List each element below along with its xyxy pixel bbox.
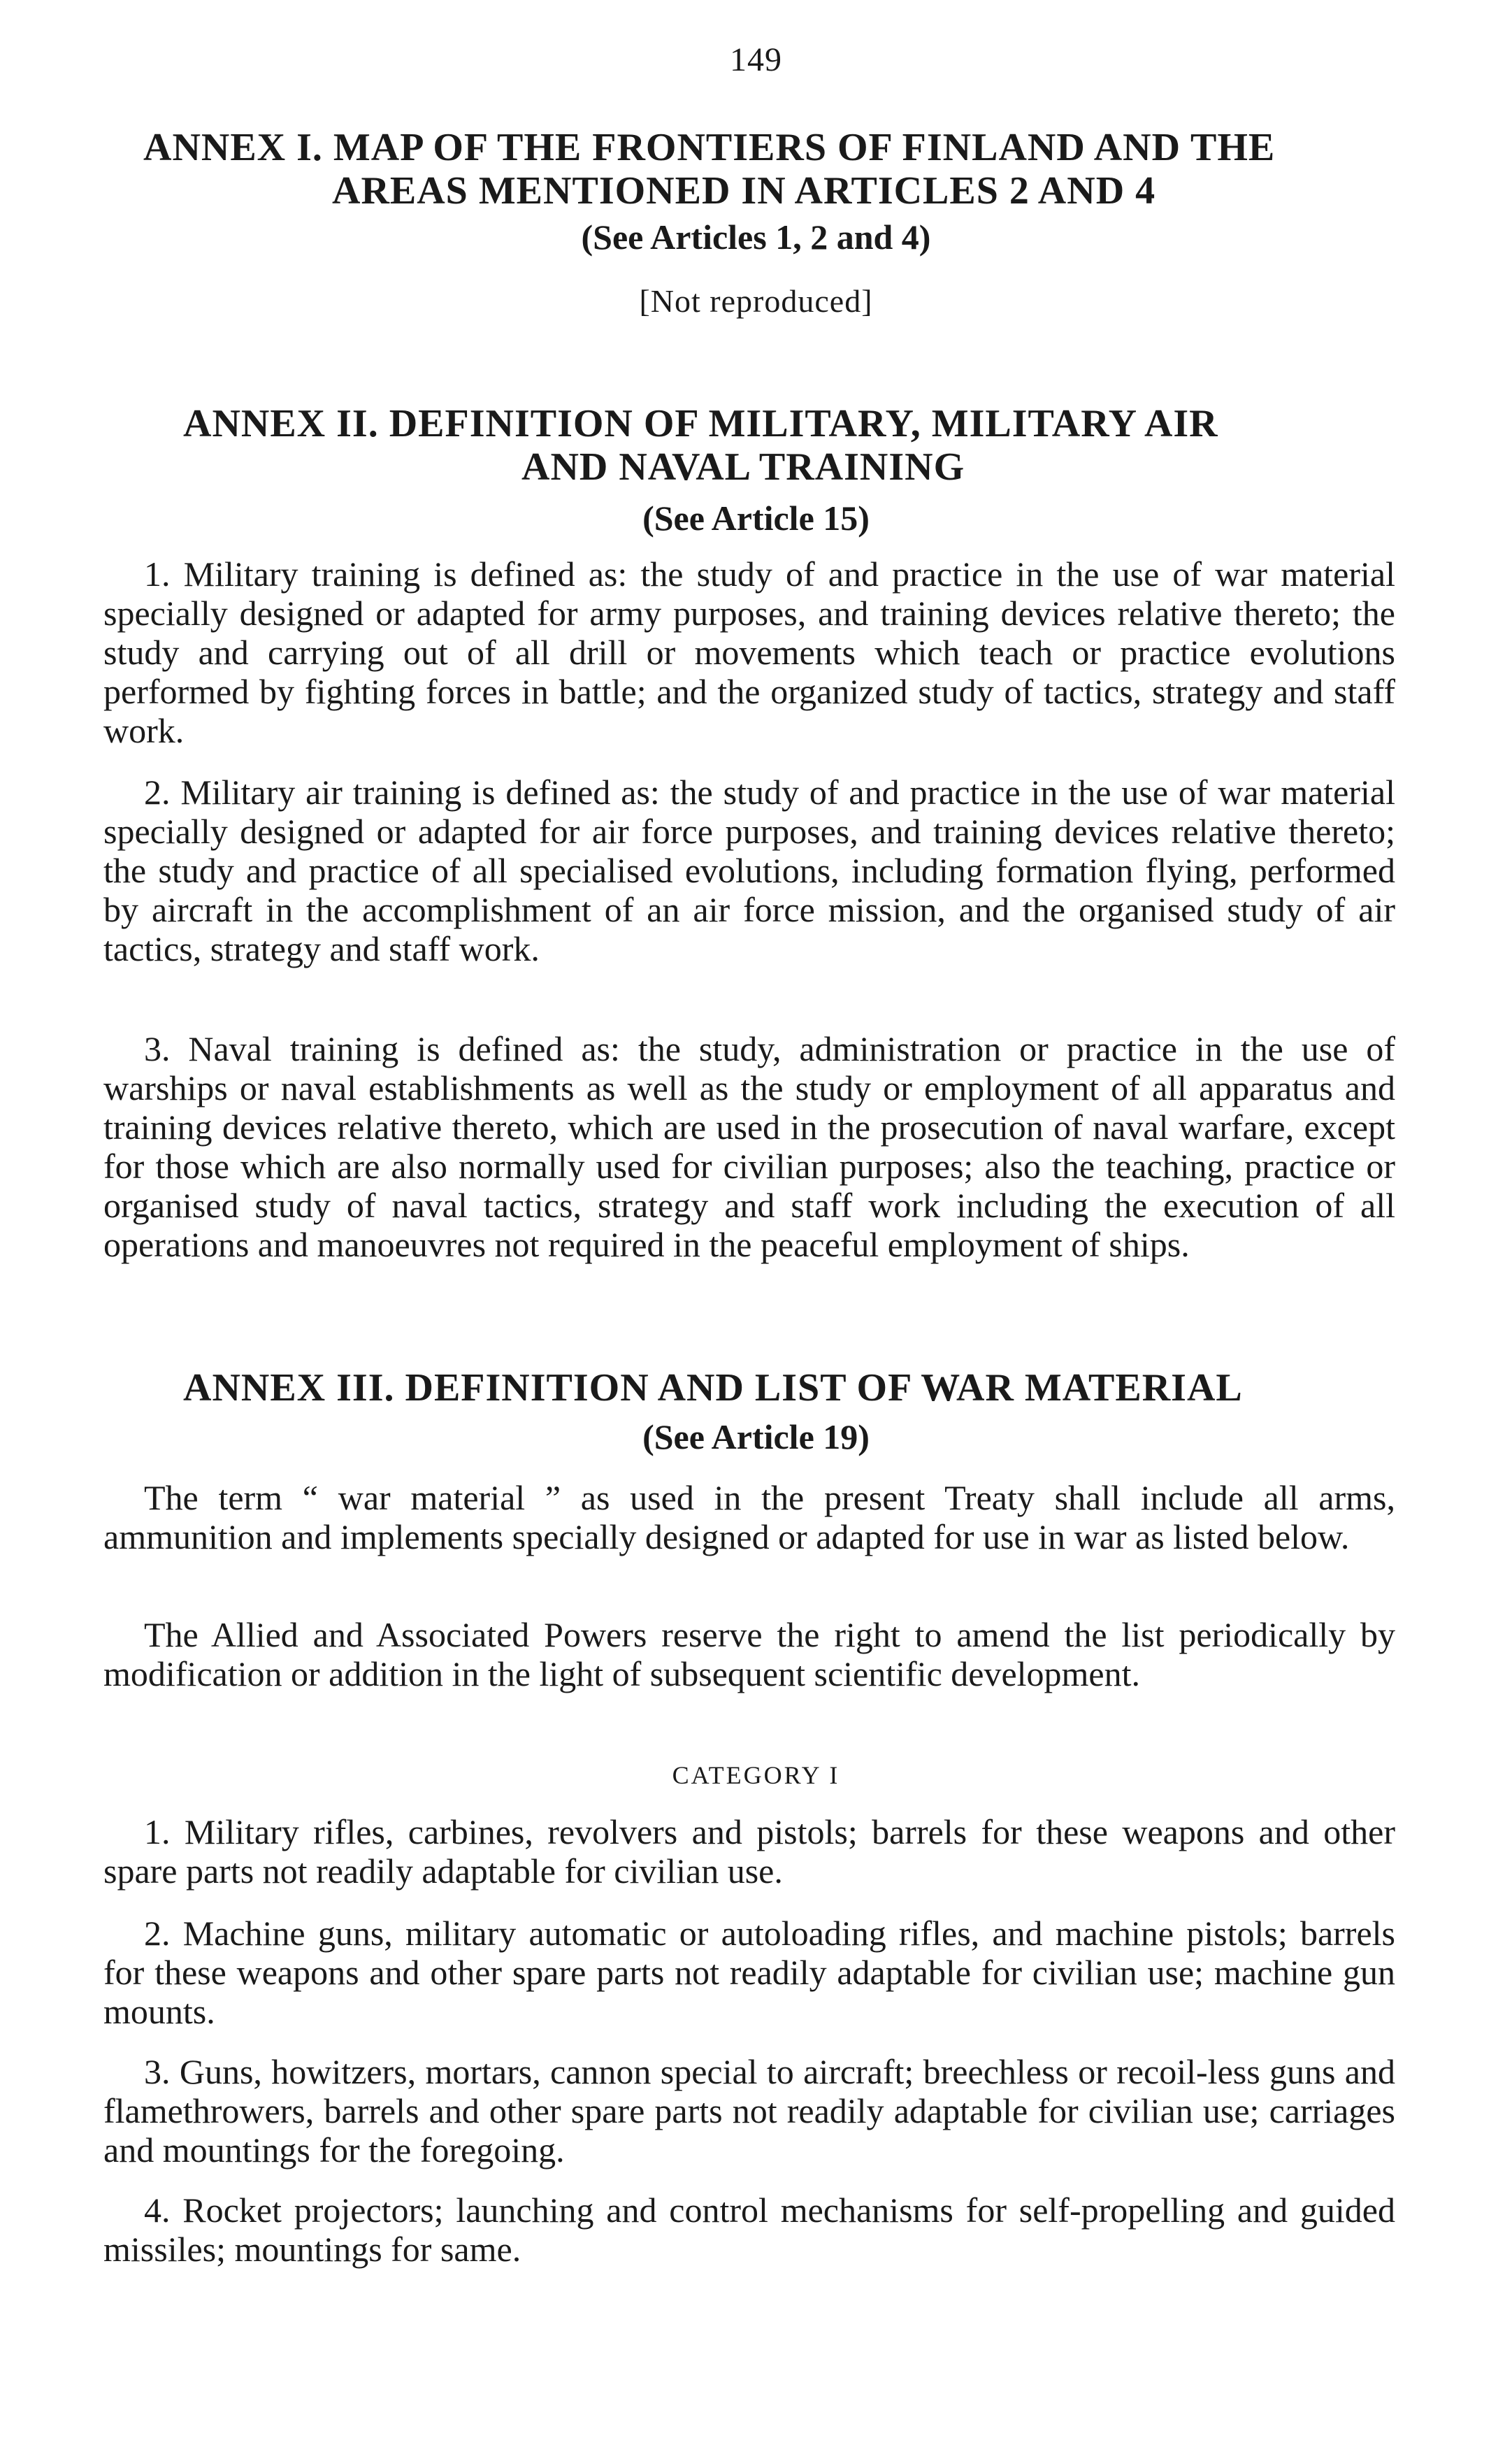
annex2-paragraph-3: 3. Naval training is defined as: the study, administration or practice in the use of warships or naval establishments as well as the study or employment of all apparatus and training devices relative thereto, which are used in the prosecution of naval warfare, except for those which are also normally used for civilian purposes; also the teaching, practice or organised study of naval tactics, strategy and staff work including the execution of all operations and manoeuvres not required in the peaceful employment of ships.	[103, 1029, 1395, 1264]
annex3-reference: (See Article 19)	[642, 1417, 870, 1456]
category-item-2: 2. Machine guns, military automatic or autoloading rifles, and machine pistols; barrels for these weapons and other spare parts not readily adaptable for civilian use; machine gun mounts.	[103, 1914, 1395, 2031]
annex3-title-line: ANNEX III. DEFINITION AND LIST OF WAR MATERIAL	[183, 1366, 1243, 1410]
annex3-intro-2: The Allied and Associated Powers reserve the right to amend the list periodically by modification or addition in the light of subsequent scientific development.	[103, 1615, 1395, 1693]
category-item-3: 3. Guns, howitzers, mortars, cannon special to aircraft; breechless or recoil-less guns and flamethrowers, barrels and other spare parts not readily adaptable for civilian use; carriages and mountings for the foregoing.	[103, 2052, 1395, 2170]
annex1-title-line2: AREAS MENTIONED IN ARTICLES 2 AND 4	[332, 169, 1156, 213]
annex2-paragraph-1: 1. Military training is defined as: the study of and practice in the use of war material specially designed or adapted for army purposes, and training devices relative thereto; the study and carrying out of all drill or movements which teach or practice evolutions performed by fighting forces in battle; and the organized study of tactics, strategy and staff work.	[103, 554, 1395, 750]
annex2-title-line2: AND NAVAL TRAINING	[521, 445, 965, 489]
annex2-reference: (See Article 15)	[642, 499, 870, 538]
annex3-title	[183, 1366, 1337, 1410]
annex1-note: [Not reproduced]	[639, 283, 873, 319]
annex2-title-line1: ANNEX II. DEFINITION OF MILITARY, MILITARY AIR	[183, 402, 1218, 445]
annex1-title	[143, 126, 1374, 213]
annex3-intro-1: The term “ war material ” as used in the present Treaty shall include all arms, ammunition and implements specially designed or adapted for use in war as listed below.	[103, 1478, 1395, 1556]
annex2-paragraph-2: 2. Military air training is defined as: the study of and practice in the use of war material specially designed or adapted for air force purposes, and training devices relative thereto; the study and practice of all specialised evolutions, including formation flying, performed by aircraft in the accomplishment of an air force mission, and the organised study of air tactics, strategy and staff work.	[103, 773, 1395, 968]
annex1-title-line1: ANNEX I. MAP OF THE FRONTIERS OF FINLAND AND THE	[143, 126, 1276, 169]
category-item-1: 1. Military rifles, carbines, revolvers and pistols; barrels for these weapons and other spare parts not readily adaptable for civilian use.	[103, 1812, 1395, 1891]
category-item-4: 4. Rocket projectors; launching and control mechanisms for self-propelling and guided missiles; mountings for same.	[103, 2190, 1395, 2269]
page-number: 149	[730, 41, 782, 78]
annex2-title	[183, 402, 1337, 489]
annex1-reference: (See Articles 1, 2 and 4)	[581, 217, 931, 257]
category-label: CATEGORY I	[672, 1761, 840, 1789]
